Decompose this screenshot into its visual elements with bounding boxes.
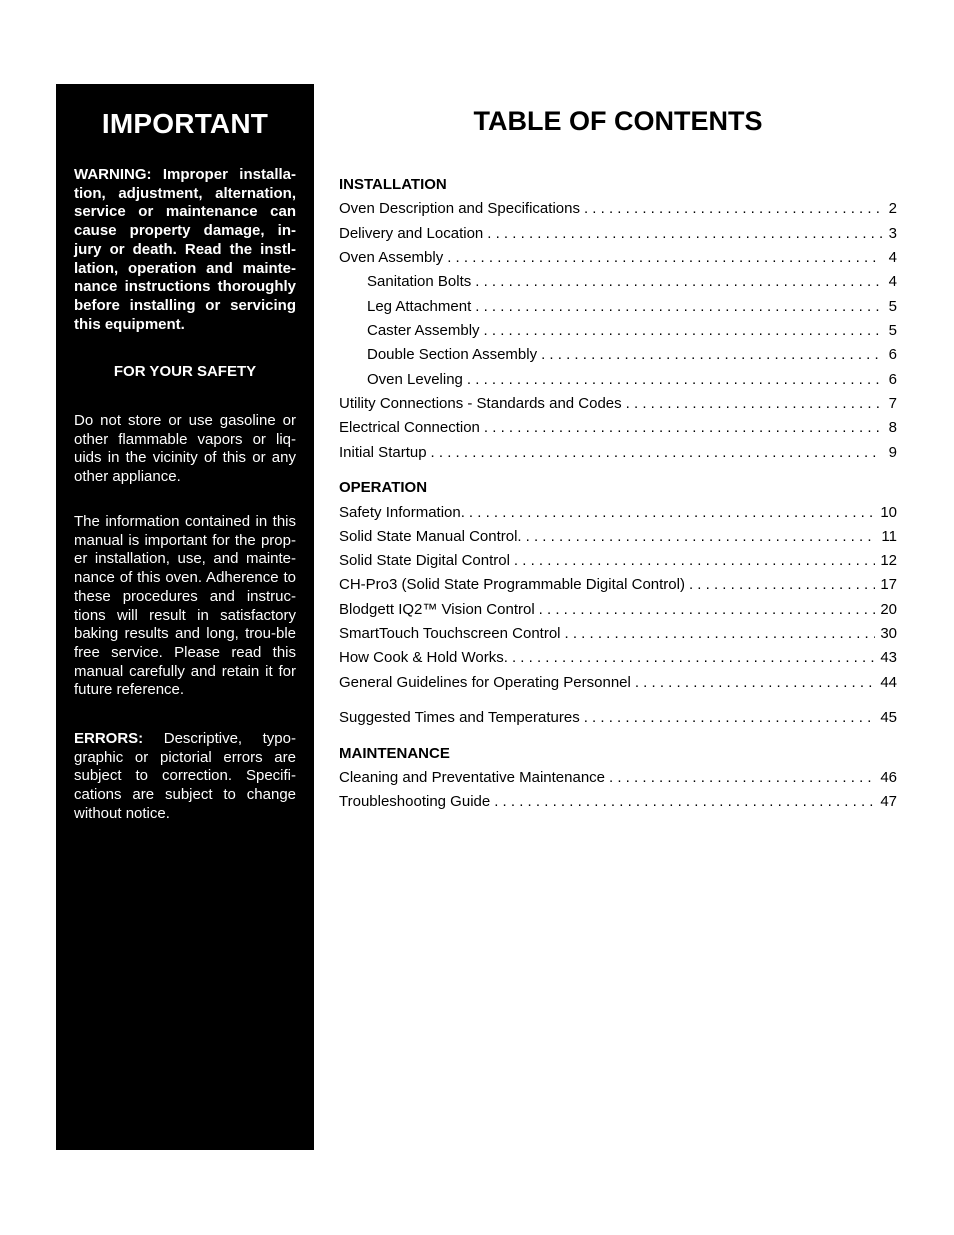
toc-entry-label: Safety Information. [339, 504, 465, 521]
toc-title: TABLE OF CONTENTS [473, 106, 763, 136]
dot-leader [494, 793, 875, 811]
toc-entry[interactable] [339, 674, 897, 692]
toc-entry-label: Oven Assembly [339, 249, 444, 266]
errors-text: Descriptive, typo-graphic or pictorial errors are subject to correction. Specifi-cations are subject to change without notice. [74, 730, 296, 822]
dot-leader [467, 371, 882, 389]
toc-entry-page: 12 [880, 552, 897, 569]
toc-entry[interactable] [339, 769, 897, 787]
dot-leader [541, 346, 882, 364]
toc-entry-page: 11 [881, 528, 897, 545]
toc-entry-label: Electrical Connection [339, 419, 480, 436]
toc-entry-label: Blodgett IQ2™ Vision Control [339, 601, 535, 618]
toc-entry-label: Oven Description and Specifications [339, 200, 580, 217]
toc-entry-page: 3 [888, 225, 897, 242]
toc-entry[interactable] [339, 200, 897, 218]
toc-entry-page: 10 [880, 504, 897, 521]
dot-leader [584, 200, 882, 218]
toc-entry-page: 2 [888, 200, 897, 217]
toc-entry[interactable] [367, 371, 897, 389]
toc-entry[interactable] [339, 793, 897, 811]
toc-entry-label: SmartTouch Touchscreen Control [339, 625, 561, 642]
toc-entry-page: 20 [880, 601, 897, 618]
toc-entry-page: 9 [888, 444, 897, 461]
toc-entry-page: 4 [888, 249, 897, 266]
toc-entry[interactable] [367, 298, 897, 316]
dot-leader [469, 504, 875, 522]
toc-entry[interactable] [339, 625, 897, 643]
toc-entry-label: Initial Startup [339, 444, 427, 461]
toc-entry-label: Sanitation Bolts [367, 273, 472, 290]
toc-entry-label: CH-Pro3 (Solid State Programmable Digital Control) [339, 576, 685, 593]
toc-entry[interactable] [339, 249, 897, 267]
dot-leader [431, 444, 882, 462]
toc-entry-label: Cleaning and Preventative Maintenance [339, 769, 606, 786]
toc-entry-label: Double Section Assembly [367, 346, 538, 363]
toc-entry-label: Solid State Manual Control. [339, 528, 522, 545]
toc-entry[interactable] [339, 601, 897, 619]
toc-entry[interactable] [367, 273, 897, 291]
toc-entry-page: 8 [888, 419, 897, 436]
dot-leader [475, 273, 882, 291]
toc-entry[interactable] [339, 649, 897, 667]
toc-entry[interactable] [339, 419, 897, 437]
dot-leader [514, 552, 875, 570]
toc-entry-label: Oven Leveling [367, 371, 463, 388]
gasoline-warning: Do not store or use gasoline or other flammable vapors or liq-uids in the vicinity of this or any other appliance. [74, 412, 296, 486]
toc-entry[interactable] [339, 528, 897, 546]
sidebar-title: IMPORTANT [101, 108, 269, 139]
toc-entry[interactable] [339, 709, 897, 727]
toc-entry[interactable] [367, 322, 897, 340]
dot-leader [475, 298, 882, 316]
toc-entry[interactable] [339, 395, 897, 413]
toc-entry-page: 6 [888, 346, 897, 363]
dot-leader [447, 249, 882, 267]
safety-heading: FOR YOUR SAFETY [113, 363, 257, 380]
toc-entry-page: 4 [888, 273, 897, 290]
toc-entry-page: 47 [880, 793, 897, 810]
dot-leader [584, 709, 876, 727]
toc-entry-label: General Guidelines for Operating Personnel [339, 674, 631, 691]
toc-entry-label: Solid State Digital Control [339, 552, 510, 569]
important-sidebar [56, 84, 314, 1150]
toc-entry[interactable] [339, 225, 897, 243]
dot-leader [635, 674, 875, 692]
dot-leader [526, 528, 877, 546]
toc-entry[interactable] [339, 444, 897, 462]
dot-leader [689, 576, 875, 594]
toc-entry-page: 5 [888, 322, 897, 339]
toc-entry-page: 17 [880, 576, 897, 593]
dot-leader [626, 395, 882, 413]
toc-entry-page: 45 [880, 709, 897, 726]
errors-notice [74, 730, 296, 824]
dot-leader [609, 769, 875, 787]
toc-entry[interactable] [339, 576, 897, 594]
toc-entry-label: Troubleshooting Guide [339, 793, 491, 810]
dot-leader [487, 225, 882, 243]
dot-leader [484, 322, 882, 340]
toc-entry-page: 7 [888, 395, 897, 412]
dot-leader [565, 625, 876, 643]
toc-entry-page: 5 [888, 298, 897, 315]
toc-entry-page: 30 [880, 625, 897, 642]
toc-entry[interactable] [339, 552, 897, 570]
manual-info-text: The information contained in this manual is important for the prop-er installation, use, and mainte-nance of this oven. Adherence to these procedures and instruc-tions will result in satisfactory baking results and long, trou-ble free service. Please read this manual carefully and retain it for future reference. [74, 513, 296, 699]
toc-entry-label: Suggested Times and Temperatures [339, 709, 580, 726]
toc-entry-label: Delivery and Location [339, 225, 484, 242]
toc-entry[interactable] [367, 346, 897, 364]
toc-entry-label: Caster Assembly [367, 322, 480, 339]
section-heading-operation: OPERATION [339, 479, 428, 496]
errors-label: ERRORS: [74, 730, 144, 747]
warning-text: WARNING: Improper installa-tion, adjustment, alternation, service or maintenance can cause property damage, in-jury or death. Read the instl-lation, operation and mainte-nance instructions thoroughly before installing or servicing this equipment. [74, 166, 296, 333]
section-heading-installation: INSTALLATION [339, 176, 447, 193]
dot-leader [512, 649, 875, 667]
toc-entry-label: Leg Attachment [367, 298, 472, 315]
toc-entry-label: Utility Connections - Standards and Codes [339, 395, 622, 412]
toc-entry[interactable] [339, 504, 897, 522]
toc-entry-page: 44 [880, 674, 897, 691]
section-heading-maintenance: MAINTENANCE [339, 745, 450, 762]
toc-entry-label: How Cook & Hold Works. [339, 649, 508, 666]
toc-entry-page: 46 [880, 769, 897, 786]
toc-entry-page: 43 [880, 649, 897, 666]
dot-leader [539, 601, 876, 619]
toc-entry-page: 6 [888, 371, 897, 388]
dot-leader [484, 419, 882, 437]
